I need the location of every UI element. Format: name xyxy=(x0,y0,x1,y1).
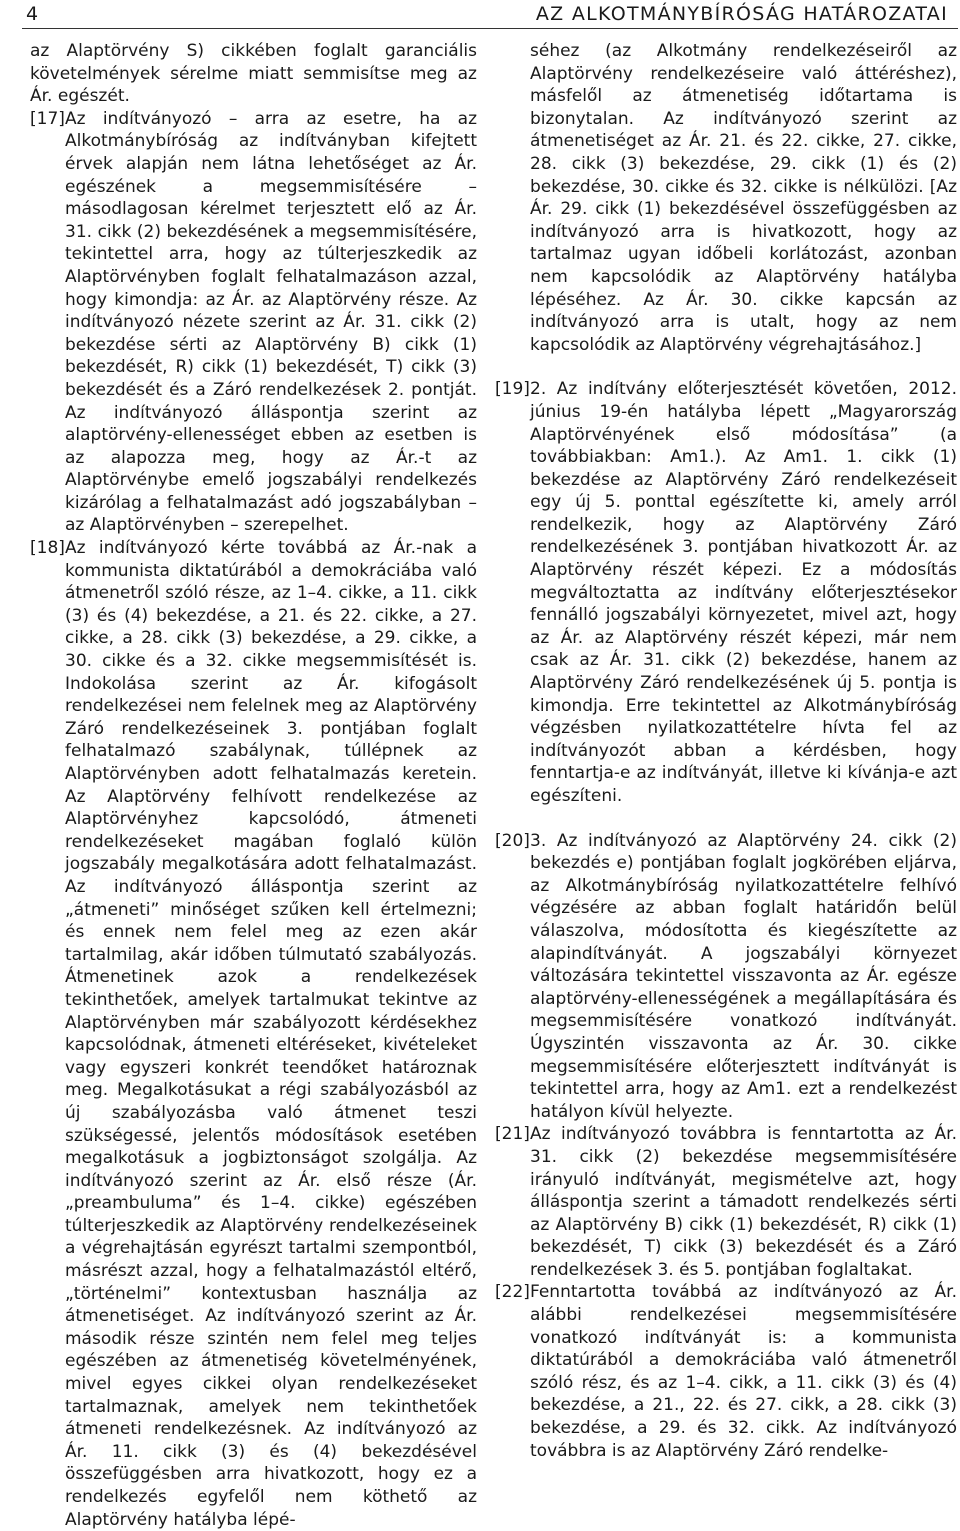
running-title: AZ ALKOTMÁNYBÍRÓSÁG HATÁROZATAI xyxy=(535,3,948,25)
paragraph-22 xyxy=(495,1281,957,1462)
paragraph-number: [19] xyxy=(495,379,530,400)
header-rule xyxy=(22,28,958,29)
paragraph-number: [22] xyxy=(495,1282,530,1303)
paragraph-number: [20] xyxy=(495,830,530,851)
continued-paragraph: séhez (az Alkotmány rendelkezéseiről az Alaptörvény rendelkezéseire való áttéréshez), másfelől az átmenetiség időtartama is bizonytalan. Az indítványozó szerint az átmenetiséget az Ár. 21. és 22. cikke, 27. cikke, 28. cikk (3) bekezdése, 29. cikk (1) és (2) bekezdése, 30. cikke és 32. cikke is nélkülözi. [Az Ár. 29. cikk (1) bekezdésével összefüggésben az indítványozó arra is hivatkozott, hogy az tartalmaz ugyan időbeli korlátozást, azonban nem kapcsolódik az Alaptörvény hatályba lépéséhez. Az Ár. 30. cikke kapcsán az indítványozó arra is utalt, hogy az nem kapcsolódik az Alaptörvény végrehajtásához.] xyxy=(530,41,957,355)
paragraph-text: Az indítványozó továbbra is fenntartotta az Ár. 31. cikk (2) bekezdése megsemmisítésére irányuló indítványát, megismételve azt, hogy álláspontja szerint a támadott rendelkezés sérti az Alaptörvény B) cikk (1) bekezdését, R) cikk (1) bekezdését, T) cikk (3) bekezdését és a Záró rendelkezések 3. és 5. pontjában foglaltakat. xyxy=(530,1124,957,1280)
paragraph-17 xyxy=(30,108,477,537)
paragraph-20 xyxy=(495,830,957,1124)
continued-paragraph: az Alaptörvény S) cikkében foglalt garanciális követelmények sérelme miatt semmisítse meg az Ár. egészét. xyxy=(30,41,477,107)
paragraph-text: Az indítványozó kérte továbbá az Ár.-nak a kommunista diktatúrából a demokráciába való átmenetről szóló része, az 1–4. cikke, a 11. cikk (3) és (4) bekezdése, a 21. és 22. cikke, a 27. cikke, a 28. cikk (3) bekezdése, a 29. cikke, a 30. cikke és a 32. cikke megsemmisítését is. Indokolása szerint az Ár. kifogásolt rendelkezései nem felelnek meg az Alaptörvény Záró rendelkezéseinek 3. pontjában foglalt felhatalmazó szabálynak, túllépnek az Alaptörvényben adott felhatalmazás keretein. Az Alaptörvény felhívott rendelkezése az Alaptörvényhez kapcsolódó, átmeneti rendelkezéseket magában foglaló külön jogszabály megalkotására adott felhatalmazást. Az indítványozó álláspontja szerint az „átmeneti” minőséget szűken kell értelmezni; és ennek nem felel meg az ezen akár tartalmilag, akár időben túlmutató szabályozás. Átmenetinek azok a rendelkezések tekinthetőek, amelyek tartalmukat tekintve az Alaptörvényben már szabályozott kérdésekhez kapcsolódnak, átmeneti eltéréseket, kivételeket vagy egyszeri konkrét teendőket határoznak meg. Megalkotásukat a régi szabályozásból az új szabályozásba való átmenet teszi szükségessé, jelentős módosítások esetében megalkotásuk a jogbiztonságot szolgálja. Az indítványozó szerint az Ár. első része (Ár. „preambuluma” és 1–4. cikke) egészében túlterjeszkedik az Alaptörvény rendelkezéseinek a végrehajtásán egyrészt tartalmi szempontból, másrészt azzal, hogy a felhatalmazástól eltérő, „történelmi” kontextusban használja az átmenetiséget. Az indítványozó szerint az Ár. második része szintén nem felel meg teljes egészében az átmenetiség követelményének, mivel egyes cikkei olyan rendelkezéseket tartalmaznak, amelyek nem tekinthetőek átmeneti rendelkezésnek. Az indítványozó az Ár. 11. cikk (3) és (4) bekezdésével összefüggésben arra hivatkozott, hogy ez a rendelkezés egyfelől nem köthető az Alaptörvény hatályba lépé- xyxy=(65,538,477,1530)
paragraph-text: 2. Az indítvány előterjesztését követően, 2012. június 19-én hatályba lépett „Magyarország Alaptörvényének első módosítása” (a továbbiakban: Am1.). Az Am1. 1. cikk (1) bekezdése az Alaptörvény Záró rendelkezéseit egy új 5. ponttal egészítette ki, amely arról rendelkezik, hogy az Alaptörvény Záró rendelkezésének 3. pontjában hivatkozott Ár. az Alaptörvény részét képezi. Ez a módosítás megváltoztatta az indítvány előterjesztésekor fennálló jogszabályi környezetet, mivel azt, hogy az Ár. az Alaptörvény részét képezi, már nem csak az Ár. 31. cikk (2) bekezdése, hanem az Alaptörvény Záró rendelkezésének új 5. pontja is kimondja. Erre tekintettel az Alkotmánybíróság végzésben nyilatkozattételre hívta fel az indítványozót abban a kérdésben, hogy fenntartja-e az indítványát, illetve ki kívánja-e azt egészíteni. xyxy=(530,379,957,806)
left-column xyxy=(30,40,477,1531)
paragraph-number: [18] xyxy=(30,538,65,559)
paragraph-text: Fenntartotta továbbá az indítványozó az Ár. alábbi rendelkezései megsemmisítésére vonatkozó indítványát is: a kommunista diktatúrából a demokráciába való átmenetről szóló rész, és az 1–4. cikk, a 11. cikk (3) és (4) bekezdése, a 21., 22. és 27. cikk, a 28. cikk (3) bekezdése, a 29. és 32. cikk. Az indítványozó továbbra is az Alaptörvény Záró rendelke- xyxy=(530,1282,957,1461)
paragraph-21 xyxy=(495,1123,957,1281)
page-header xyxy=(0,0,960,30)
paragraph-text: Az indítványozó – arra az esetre, ha az Alkotmánybíróság az indítványban kifejtett érvek alapján nem látna lehetőséget az Ár. egészének a megsemmisítésére – másodlagosan kérelmet terjesztett elő az Ár. 31. cikk (2) bekezdésének a megsemmisítésére, tekintettel arra, hogy az túlterjeszkedik az Alaptörvényben foglalt felhatalmazáson azzal, hogy kimondja: az Ár. az Alaptörvény része. Az indítványozó nézete szerint az Ár. 31. cikk (2) bekezdése sérti az Alaptörvény B) cikk (1) bekezdését, R) cikk (1) bekezdését, T) cikk (3) bekezdését és a Záró rendelkezések 2. pontját. Az indítványozó álláspontja szerint az alaptörvény-ellenességet ebben az esetben is az alapozza meg, hogy az Ár.-t az Alaptörvénybe emelő jogszabályi rendelkezés kizárólag a felhatalmazást adó jogszabályban – az Alaptörvényben – szerepelhet. xyxy=(65,108,477,536)
paragraph-number: [21] xyxy=(495,1124,530,1145)
page-number: 4 xyxy=(26,3,39,25)
right-column xyxy=(495,40,957,1462)
paragraph-18 xyxy=(30,537,477,1531)
paragraph-text: 3. Az indítványozó az Alaptörvény 24. cikk (2) bekezdés e) pontjában foglalt jogkörében eljárva, az Alkotmánybíróság nyilatkozattételre felhívó végzésére az abban foglalt határidőn belül válaszolva, módosította és kiegészítette az alapindítványát. A jogszabályi környezet változására tekintettel visszavonta az Ár. egésze alaptörvény-ellenességének a megállapítására és megsemmisítésére vonatkozó indítványát. Úgyszintén visszavonta az Ár. 30. cikke megsemmisítésére előterjesztett indítványát is tekintettel arra, hogy az Am1. ezt a rendelkezést hatályon kívül helyezte. xyxy=(530,830,957,1122)
paragraph-19 xyxy=(495,378,957,807)
paragraph-number: [17] xyxy=(30,108,65,129)
